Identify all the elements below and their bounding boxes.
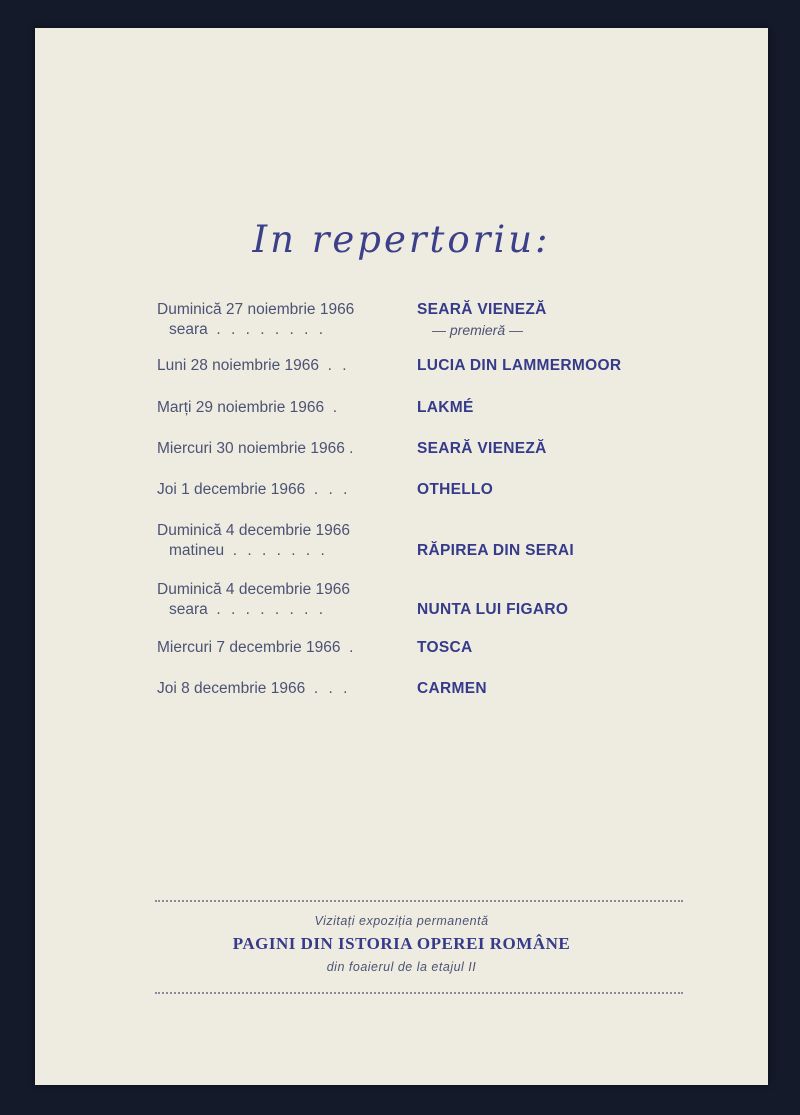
date-text: Joi 1 decembrie 1966 [157,481,306,498]
performance-date [157,356,402,376]
date-text: Joi 8 decembrie 1966 [157,680,306,697]
opera-title: OTHELLO [417,481,494,498]
dot-leader: . . . . . . . [232,542,328,559]
opera-title: NUNTA LUI FIGARO [417,601,569,618]
dotted-divider [155,900,683,902]
opera-title: TOSCA [417,639,473,656]
dot-leader: . . . [313,481,351,498]
performance-date [157,679,402,699]
invite-text: Vizitați expoziția permanentă [314,914,489,928]
premiere-note: — premieră — [432,322,524,338]
date-text: Duminică 4 decembrie 1966 [157,522,350,539]
dot-leader: . [349,639,357,656]
performance-date [157,480,402,500]
dot-leader: . [349,440,357,457]
date-text: Marți 29 noiembrie 1966 [157,399,325,416]
performance-date [157,638,402,658]
performance-date [157,580,402,620]
repertoire-title: In repertoriu: [252,218,551,261]
performance-date [157,300,402,340]
date-text: Miercuri 7 decembrie 1966 [157,639,341,656]
dot-leader: . . . . . . . . [216,321,327,338]
opera-title: RĂPIREA DIN SERAI [417,542,574,559]
exhibition-title: PAGINI DIN ISTORIA OPEREI ROMÂNE [232,934,571,953]
dotted-divider [155,992,683,994]
exhibition-notice [35,912,768,976]
date-session: seara . . . . . . . . [169,321,327,338]
dot-leader: . . . . . . . . [216,601,327,618]
date-session: matineu . . . . . . . [169,542,328,559]
date-session: seara . . . . . . . . [169,601,327,618]
exhibition-location: din foaierul de la etajul II [326,960,477,974]
opera-title: CARMEN [417,680,487,697]
performance-date [157,398,402,418]
opera-title: SEARĂ VIENEZĂ [417,301,547,318]
opera-title: LAKMÉ [417,399,474,416]
program-sheet [35,28,768,1085]
dot-leader: . . . [313,680,351,697]
date-text: Duminică 27 noiembrie 1966 [157,301,355,318]
opera-title: LUCIA DIN LAMMERMOOR [417,357,622,374]
dot-leader: . [332,399,341,416]
performance-date [157,521,402,561]
dot-leader: . . [327,357,350,374]
date-text: Miercuri 30 noiembrie 1966 [157,440,345,457]
opera-title: SEARĂ VIENEZĂ [417,440,547,457]
date-text: Luni 28 noiembrie 1966 [157,357,320,374]
performance-date [157,439,402,459]
date-text: Duminică 4 decembrie 1966 [157,581,350,598]
